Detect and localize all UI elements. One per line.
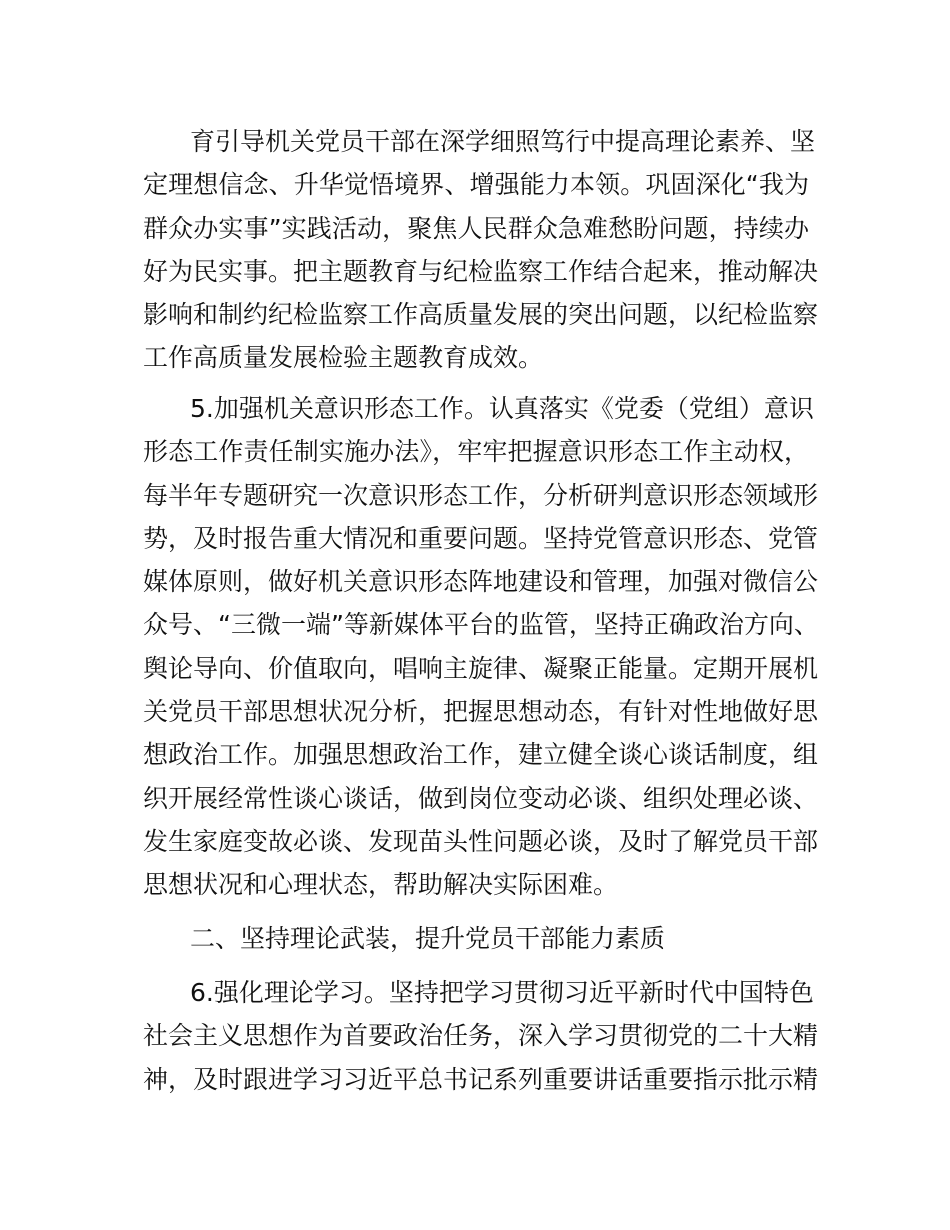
text-line: 媒体原则，做好机关意识形态阵地建设和管理，加强对微信公 [143,567,819,597]
text-line: 好为民实事。把主题教育与纪检监察工作结合起来，推动解决 [143,256,819,286]
text-line: 势，及时报告重大情况和重要问题。坚持党管意识形态、党管 [143,523,819,553]
text-line: 社会主义思想作为首要政治任务，深入学习贯彻党的二十大精 [143,1021,819,1051]
text-line: 6.强化理论学习。坚持把学习贯彻习近平新时代中国特色 [190,978,814,1007]
text-line: 关党员干部思想状况分析，把握思想动态，有针对性地做好思 [143,697,819,727]
heading-text: 二、坚持理论武装，提升党员干部能力素质 [190,924,666,953]
text-line: 形态工作责任制实施办法》，牢牢把握意识形态工作主动权， [143,437,809,467]
section-heading [143,917,809,960]
text-line: 想政治工作。加强思想政治工作，建立健全谈心谈话制度，组 [143,740,819,770]
text-line: 舆论导向、价值取向，唱响主旋律、凝聚正能量。定期开展机 [143,653,819,683]
paragraph-theory-study [143,971,819,1101]
paragraph-ideology-work [143,387,819,907]
paragraph-theme-education [143,120,819,380]
text-line: 定理想信念、升华觉悟境界、增强能力本领。巩固深化“我为 [143,170,809,200]
text-line: 工作高质量发展检验主题教育成效。 [143,343,544,373]
text-line: 众号、“三微一端”等新媒体平台的监管，坚持正确政治方向、 [143,610,819,640]
text-line: 发生家庭变故必谈、发现苗头性问题必谈，及时了解党员干部 [143,826,819,856]
text-line: 神，及时跟进学习习近平总书记系列重要讲话重要指示批示精 [143,1064,819,1094]
text-line: 群众办实事”实践活动，聚焦人民群众急难愁盼问题，持续办 [143,213,809,243]
text-line: 思想状况和心理状态，帮助解决实际困难。 [143,870,619,900]
text-line: 每半年专题研究一次意识形态工作，分析研判意识形态领域形 [143,480,819,510]
text-line: 育引导机关党员干部在深学细照笃行中提高理论素养、坚 [190,127,816,156]
text-line: 5.加强机关意识形态工作。认真落实《党委（党组）意识 [190,394,814,423]
text-line: 织开展经常性谈心谈话，做到岗位变动必谈、组织处理必谈、 [143,783,819,813]
text-line: 影响和制约纪检监察工作高质量发展的突出问题，以纪检监察 [143,300,819,330]
